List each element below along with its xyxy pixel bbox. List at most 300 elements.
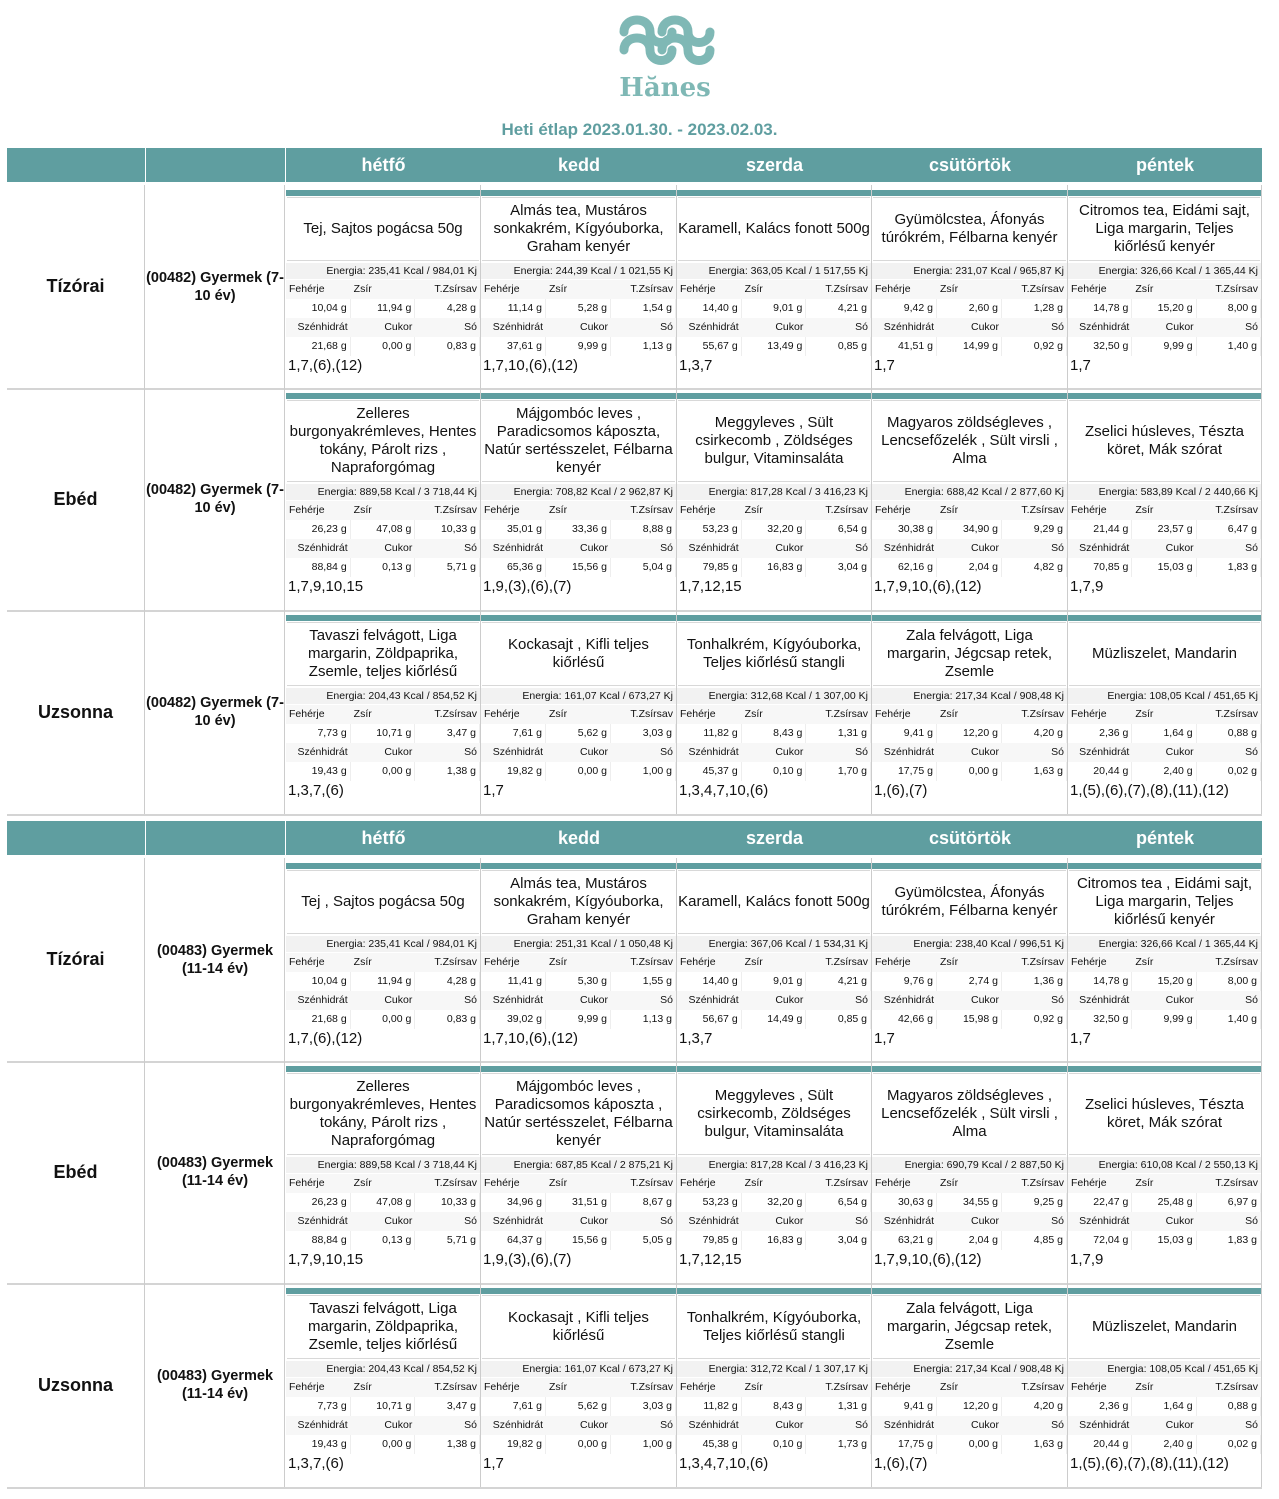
nutrient-value: 22,47 g [1068, 1193, 1132, 1212]
nutrient-label: Zsír [744, 1177, 763, 1189]
nutrient-values [286, 1010, 480, 1029]
nutrient-values [872, 1231, 1067, 1250]
nutrient-value: 2,04 g [937, 1231, 1002, 1250]
nutrient-label: Só [1245, 746, 1258, 758]
nutrient-label: Fehérje [1071, 708, 1107, 720]
nutrient-label: Cukor [1165, 321, 1194, 333]
nutrient-label: Cukor [384, 542, 413, 554]
day-bar [481, 190, 676, 196]
nutrient-value: 1,00 g [611, 762, 676, 781]
nutrient-label: Zsír [353, 708, 372, 720]
nutrient-labels [1068, 705, 1261, 724]
energy-value: Energia: 690,79 Kcal / 2 887,50 Kj [872, 1157, 1067, 1173]
nutrient-value: 16,83 g [742, 558, 807, 577]
nutrient-label: Cukor [775, 321, 804, 333]
nutrient-label: Fehérje [484, 1381, 520, 1393]
allergen-codes: 1,3,7,(6) [288, 1455, 344, 1472]
nutrient-labels [286, 953, 480, 972]
energy-value: Energia: 610,08 Kcal / 2 550,13 Kj [1068, 1157, 1261, 1173]
nutrient-values [1068, 972, 1261, 991]
nutrient-label: Zsír [549, 956, 568, 968]
nutrient-label: Szénhidrát [883, 746, 934, 758]
food-text: Zselici húsleves, Tészta köret, Mák szórat [1069, 1073, 1260, 1155]
meal-row [7, 858, 1262, 1063]
nutrient-value: 20,44 g [1068, 762, 1132, 781]
food-text: Májgombóc leves , Paradicsomos káposzta , Natúr sertésszelet, Félbarna kenyér [482, 1073, 675, 1155]
age-group: (00482) Gyermek (7-10 év) [146, 185, 285, 388]
day-bar [1068, 1288, 1261, 1294]
day-header: kedd [481, 821, 677, 855]
nutrient-label: Cukor [579, 1215, 608, 1227]
day-bar [677, 190, 871, 196]
nutrient-value: 7,73 g [286, 724, 351, 743]
allergen-codes: 1,7,9 [1070, 1251, 1104, 1268]
nutrient-value: 5,30 g [546, 972, 611, 991]
nutrient-values [872, 1397, 1067, 1416]
nutrient-labels [286, 1378, 480, 1397]
nutrient-label: T.Zsírsav [434, 1177, 478, 1189]
nutrient-value: 0,83 g [415, 337, 480, 356]
nutrient-label: Só [464, 1419, 478, 1431]
nutrient-labels [1068, 743, 1261, 762]
nutrient-label: T.Zsírsav [630, 1381, 673, 1393]
nutrient-label: T.Zsírsav [1215, 283, 1258, 295]
nutrient-value: 6,54 g [806, 1193, 871, 1212]
nutrient-value: 9,01 g [742, 972, 807, 991]
nutrient-label: Só [1245, 994, 1258, 1006]
nutrient-label: Fehérje [680, 708, 716, 720]
nutrient-label: Szénhidrát [883, 994, 934, 1006]
nutrient-value: 8,43 g [742, 724, 807, 743]
nutrient-value: 1,54 g [611, 299, 676, 318]
nutrient-value: 17,75 g [872, 762, 937, 781]
hanes-logo [610, 10, 720, 102]
nutrient-label: Szénhidrát [492, 321, 543, 333]
nutrient-label: Fehérje [289, 1177, 325, 1189]
nutrient-value: 9,29 g [1002, 520, 1067, 539]
nutrient-values [1068, 1193, 1261, 1212]
nutrient-label: Szénhidrát [492, 542, 543, 554]
allergen-codes: 1,7,9 [1070, 578, 1104, 595]
nutrient-label: Fehérje [680, 283, 716, 295]
nutrient-label: Só [1051, 746, 1064, 758]
allergen-codes: 1,7,9,10,(6),(12) [874, 1251, 982, 1268]
header-group-cell [146, 148, 285, 182]
nutrient-value: 0,88 g [1197, 1397, 1261, 1416]
nutrient-values [481, 520, 676, 539]
nutrient-label: Szénhidrát [688, 1419, 739, 1431]
nutrient-label: Cukor [970, 746, 999, 758]
nutrient-values [286, 520, 480, 539]
nutrient-value: 30,63 g [872, 1193, 937, 1212]
nutrient-values [872, 762, 1067, 781]
meal-name: Ebéd [7, 388, 145, 610]
day-cell [677, 388, 872, 610]
day-bar [286, 863, 480, 869]
nutrient-value: 2,04 g [937, 558, 1002, 577]
energy-value: Energia: 363,05 Kcal / 1 517,55 Kj [677, 263, 871, 279]
nutrient-labels [677, 280, 871, 299]
nutrient-label: T.Zsírsav [1021, 283, 1064, 295]
nutrient-labels [1068, 318, 1261, 337]
nutrient-values [677, 724, 871, 743]
nutrient-values [286, 1397, 480, 1416]
day-bar [286, 393, 480, 399]
nutrient-label: Cukor [775, 542, 804, 554]
nutrient-label: T.Zsírsav [1021, 504, 1064, 516]
food-text: Tonhalkrém, Kígyóuborka, Teljes kiőrlésű stangli [678, 622, 870, 686]
nutrient-values [1068, 1010, 1261, 1029]
nutrient-labels [481, 743, 676, 762]
nutrient-labels [1068, 1174, 1261, 1193]
food-text: Almás tea, Mustáros sonkakrém, Kígyóuborka, Graham kenyér [482, 870, 675, 934]
nutrient-values [1068, 1435, 1261, 1454]
nutrient-label: T.Zsírsav [434, 956, 478, 968]
allergen-codes: 1,3,7,(6) [288, 782, 344, 799]
nutrient-value: 4,21 g [806, 299, 871, 318]
age-group: (00483) Gyermek (11-14 év) [146, 1061, 285, 1283]
food-text: Zelleres burgonyakrémleves, Hentes tokány, Párolt rizs , Napraforgómag [287, 1073, 479, 1155]
nutrient-value: 1,31 g [806, 724, 871, 743]
allergen-codes: 1,7,(6),(12) [288, 357, 363, 374]
energy-value: Energia: 312,68 Kcal / 1 307,00 Kj [677, 688, 871, 704]
nutrient-value: 35,01 g [481, 520, 546, 539]
nutrient-value: 11,41 g [481, 972, 546, 991]
nutrient-label: Só [1051, 542, 1064, 554]
nutrient-label: Szénhidrát [297, 1419, 348, 1431]
meal-name: Tízórai [7, 185, 145, 388]
nutrient-value: 7,61 g [481, 724, 546, 743]
nutrient-values [286, 299, 480, 318]
nutrient-values [286, 972, 480, 991]
nutrient-values [1068, 520, 1261, 539]
nutrient-value: 1,55 g [611, 972, 676, 991]
nutrient-label: Cukor [579, 321, 608, 333]
day-cell [872, 185, 1068, 388]
nutrient-values [677, 558, 871, 577]
nutrient-value: 34,96 g [481, 1193, 546, 1212]
energy-value: Energia: 231,07 Kcal / 965,87 Kj [872, 263, 1067, 279]
nutrient-values [481, 1193, 676, 1212]
nutrient-labels [677, 743, 871, 762]
food-text: Müzliszelet, Mandarin [1069, 622, 1260, 686]
nutrient-value: 9,25 g [1002, 1193, 1067, 1212]
nutrient-value: 2,60 g [937, 299, 1002, 318]
nutrient-label: Fehérje [484, 504, 520, 516]
allergen-codes: 1,7 [874, 357, 895, 374]
nutrient-label: Zsír [549, 283, 568, 295]
food-text: Tej, Sajtos pogácsa 50g [287, 197, 479, 261]
food-text: Gyümölcstea, Áfonyás túrókrém, Félbarna kenyér [873, 870, 1066, 934]
nutrient-value: 4,21 g [806, 972, 871, 991]
food-text: Meggyleves , Sült csirkecomb, Zöldséges bulgur, Vitaminsaláta [678, 1073, 870, 1155]
page-title: Heti étlap 2023.01.30. - 2023.02.03. [501, 120, 778, 139]
nutrient-label: Szénhidrát [688, 321, 739, 333]
day-bar [872, 863, 1067, 869]
nutrient-labels [677, 501, 871, 520]
day-cell [481, 185, 677, 388]
nutrient-label: Szénhidrát [492, 994, 543, 1006]
food-text: Zala felvágott, Liga margarin, Jégcsap retek, Zsemle [873, 622, 1066, 686]
nutrient-label: Fehérje [1071, 956, 1107, 968]
nutrient-labels [286, 318, 480, 337]
nutrient-value: 10,04 g [286, 299, 351, 318]
nutrient-value: 15,20 g [1132, 299, 1196, 318]
nutrient-values [1068, 299, 1261, 318]
nutrient-value: 14,40 g [677, 299, 742, 318]
energy-value: Energia: 238,40 Kcal / 996,51 Kj [872, 936, 1067, 952]
nutrient-value: 8,00 g [1197, 299, 1261, 318]
nutrient-value: 1,00 g [611, 1435, 676, 1454]
nutrient-value: 3,03 g [611, 1397, 676, 1416]
allergen-codes: 1,(6),(7) [874, 782, 928, 799]
nutrient-values [872, 1010, 1067, 1029]
nutrient-label: Zsír [940, 1177, 959, 1189]
nutrient-label: Só [1051, 994, 1064, 1006]
energy-value: Energia: 161,07 Kcal / 673,27 Kj [481, 688, 676, 704]
nutrient-value: 8,67 g [611, 1193, 676, 1212]
day-cell [286, 185, 481, 388]
day-cell [872, 858, 1068, 1061]
nutrient-label: T.Zsírsav [825, 708, 869, 720]
nutrient-labels [481, 280, 676, 299]
nutrient-label: Zsír [1135, 504, 1154, 516]
nutrient-value: 2,36 g [1068, 1397, 1132, 1416]
nutrient-label: Szénhidrát [688, 994, 739, 1006]
nutrient-value: 14,40 g [677, 972, 742, 991]
allergen-codes: 1,3,4,7,10,(6) [679, 782, 769, 799]
nutrient-label: Cukor [1165, 1419, 1194, 1431]
day-cell [481, 388, 677, 610]
nutrient-labels [481, 1416, 676, 1435]
meal-name: Uzsonna [7, 1283, 145, 1487]
nutrient-values [286, 1193, 480, 1212]
nutrient-labels [677, 953, 871, 972]
day-bar [872, 615, 1067, 621]
day-cell [1068, 185, 1262, 388]
nutrient-value: 15,56 g [546, 1231, 611, 1250]
food-text: Tonhalkrém, Kígyóuborka, Teljes kiőrlésű stangli [678, 1295, 870, 1359]
nutrient-values [286, 724, 480, 743]
nutrient-label: T.Zsírsav [825, 504, 869, 516]
nutrient-value: 37,61 g [481, 337, 546, 356]
nutrient-label: Só [1051, 1215, 1064, 1227]
nutrient-label: Cukor [579, 994, 608, 1006]
nutrient-values [872, 299, 1067, 318]
nutrient-values [677, 337, 871, 356]
energy-value: Energia: 161,07 Kcal / 673,27 Kj [481, 1361, 676, 1377]
nutrient-label: T.Zsírsav [434, 283, 478, 295]
nutrient-labels [1068, 953, 1261, 972]
allergen-codes: 1,7,12,15 [679, 1251, 742, 1268]
nutrient-values [677, 1397, 871, 1416]
nutrient-label: Cukor [775, 746, 804, 758]
nutrient-label: Fehérje [875, 1177, 911, 1189]
nutrient-values [872, 337, 1067, 356]
energy-value: Energia: 889,58 Kcal / 3 718,44 Kj [286, 484, 480, 500]
nutrient-values [481, 762, 676, 781]
nutrient-label: T.Zsírsav [1021, 1177, 1064, 1189]
nutrient-value: 0,92 g [1002, 1010, 1067, 1029]
nutrient-value: 1,38 g [415, 1435, 480, 1454]
nutrient-label: Fehérje [1071, 1381, 1107, 1393]
energy-value: Energia: 817,28 Kcal / 3 416,23 Kj [677, 1157, 871, 1173]
nutrient-label: Cukor [775, 1419, 804, 1431]
nutrient-value: 45,37 g [677, 762, 742, 781]
nutrient-value: 5,62 g [546, 724, 611, 743]
nutrient-value: 0,00 g [937, 762, 1002, 781]
nutrient-value: 0,00 g [546, 1435, 611, 1454]
nutrient-value: 30,38 g [872, 520, 937, 539]
nutrient-label: T.Zsírsav [630, 504, 673, 516]
nutrient-label: Zsír [353, 283, 372, 295]
food-text: Magyaros zöldségleves , Lencsefőzelék , Sült virsli , Alma [873, 400, 1066, 482]
nutrient-label: Fehérje [289, 504, 325, 516]
day-bar [1068, 615, 1261, 621]
nutrient-value: 72,04 g [1068, 1231, 1132, 1250]
week-table [7, 821, 1262, 1491]
nutrient-labels [286, 991, 480, 1010]
nutrient-label: Só [1245, 1215, 1258, 1227]
nutrient-label: T.Zsírsav [1215, 1177, 1258, 1189]
energy-value: Energia: 688,42 Kcal / 2 877,60 Kj [872, 484, 1067, 500]
nutrient-value: 6,97 g [1197, 1193, 1261, 1212]
nutrient-label: Fehérje [289, 708, 325, 720]
nutrient-label: Fehérje [289, 1381, 325, 1393]
nutrient-labels [677, 991, 871, 1010]
allergen-codes: 1,7,(6),(12) [288, 1030, 363, 1047]
food-text: Májgombóc leves , Paradicsomos káposzta, Natúr sertésszelet, Félbarna kenyér [482, 400, 675, 482]
nutrient-label: Zsír [744, 1381, 763, 1393]
allergen-codes: 1,9,(3),(6),(7) [483, 578, 572, 595]
allergen-codes: 1,9,(3),(6),(7) [483, 1251, 572, 1268]
day-header: kedd [481, 148, 677, 182]
nutrient-value: 1,64 g [1132, 724, 1196, 743]
nutrient-value: 23,57 g [1132, 520, 1196, 539]
nutrient-label: Zsír [549, 504, 568, 516]
nutrient-labels [481, 705, 676, 724]
nutrient-label: Só [464, 994, 478, 1006]
nutrient-label: Fehérje [680, 1381, 716, 1393]
nutrient-label: T.Zsírsav [1021, 708, 1064, 720]
nutrient-value: 0,00 g [351, 762, 416, 781]
nutrient-value: 17,75 g [872, 1435, 937, 1454]
nutrient-label: Fehérje [289, 956, 325, 968]
nutrient-label: Szénhidrát [1079, 321, 1130, 333]
nutrient-value: 9,99 g [1132, 337, 1196, 356]
food-text: Tavaszi felvágott, Liga margarin, Zöldpaprika, Zsemle, teljes kiőrlésű [287, 1295, 479, 1359]
nutrient-value: 33,36 g [546, 520, 611, 539]
nutrient-label: Só [464, 542, 478, 554]
nutrient-value: 15,20 g [1132, 972, 1196, 991]
nutrient-values [677, 972, 871, 991]
nutrient-value: 32,50 g [1068, 1010, 1132, 1029]
nutrient-label: Cukor [1165, 746, 1194, 758]
day-cell [286, 388, 481, 610]
nutrient-value: 34,55 g [937, 1193, 1002, 1212]
nutrient-labels [1068, 280, 1261, 299]
nutrient-value: 3,47 g [415, 724, 480, 743]
nutrient-labels [1068, 539, 1261, 558]
nutrient-label: Cukor [970, 1419, 999, 1431]
nutrient-label: T.Zsírsav [434, 504, 478, 516]
nutrient-value: 1,40 g [1197, 1010, 1261, 1029]
nutrient-value: 1,38 g [415, 762, 480, 781]
nutrient-label: Cukor [579, 746, 608, 758]
nutrient-value: 26,23 g [286, 1193, 351, 1212]
nutrient-label: Fehérje [680, 1177, 716, 1189]
nutrient-label: Só [855, 1419, 869, 1431]
nutrient-label: T.Zsírsav [1215, 504, 1258, 516]
nutrient-label: Szénhidrát [688, 746, 739, 758]
allergen-codes: 1,7,10,(6),(12) [483, 357, 579, 374]
day-bar [1068, 1066, 1261, 1072]
nutrient-value: 5,62 g [546, 1397, 611, 1416]
nutrient-value: 14,78 g [1068, 299, 1132, 318]
nutrient-label: Fehérje [484, 708, 520, 720]
nutrient-value: 6,54 g [806, 520, 871, 539]
nutrient-labels [872, 1378, 1067, 1397]
nutrient-label: Só [1051, 1419, 1064, 1431]
nutrient-label: Só [855, 1215, 869, 1227]
allergen-codes: 1,7,9,10,(6),(12) [874, 578, 982, 595]
nutrient-value: 47,08 g [351, 1193, 416, 1212]
meal-row [7, 388, 1262, 612]
nutrient-label: Só [660, 321, 673, 333]
nutrient-label: Zsír [940, 504, 959, 516]
nutrient-label: Fehérje [680, 504, 716, 516]
nutrient-value: 39,02 g [481, 1010, 546, 1029]
energy-value: Energia: 235,41 Kcal / 984,01 Kj [286, 936, 480, 952]
nutrient-value: 70,85 g [1068, 558, 1132, 577]
nutrient-label: Cukor [970, 1215, 999, 1227]
nutrient-label: Só [1245, 542, 1258, 554]
food-text: Müzliszelet, Mandarin [1069, 1295, 1260, 1359]
nutrient-labels [1068, 1416, 1261, 1435]
nutrient-value: 9,42 g [872, 299, 937, 318]
nutrient-label: Fehérje [1071, 283, 1107, 295]
day-cell [677, 1283, 872, 1487]
nutrient-label: Só [855, 746, 869, 758]
allergen-codes: 1,7 [483, 782, 504, 799]
day-bar [481, 1288, 676, 1294]
nutrient-value: 63,21 g [872, 1231, 937, 1250]
day-cell [481, 1061, 677, 1283]
nutrient-label: Zsír [744, 283, 763, 295]
week-table [7, 148, 1262, 818]
nutrient-label: Zsír [940, 956, 959, 968]
allergen-codes: 1,(5),(6),(7),(8),(11),(12) [1070, 1455, 1229, 1472]
nutrient-label: T.Zsírsav [825, 1381, 869, 1393]
nutrient-value: 1,40 g [1197, 337, 1261, 356]
nutrient-values [1068, 762, 1261, 781]
nutrient-label: Fehérje [484, 1177, 520, 1189]
day-cell [286, 610, 481, 814]
nutrient-values [677, 1435, 871, 1454]
nutrient-label: Cukor [1165, 1215, 1194, 1227]
nutrient-label: Szénhidrát [297, 321, 348, 333]
nutrient-values [677, 299, 871, 318]
nutrient-label: Zsír [1135, 956, 1154, 968]
nutrient-values [481, 1397, 676, 1416]
nutrient-values [1068, 558, 1261, 577]
nutrient-label: Zsír [353, 956, 372, 968]
nutrient-label: Zsír [940, 283, 959, 295]
nutrient-label: Szénhidrát [1079, 746, 1130, 758]
food-text: Karamell, Kalács fonott 500g [678, 197, 870, 261]
nutrient-label: Zsír [549, 1177, 568, 1189]
nutrient-value: 41,51 g [872, 337, 937, 356]
